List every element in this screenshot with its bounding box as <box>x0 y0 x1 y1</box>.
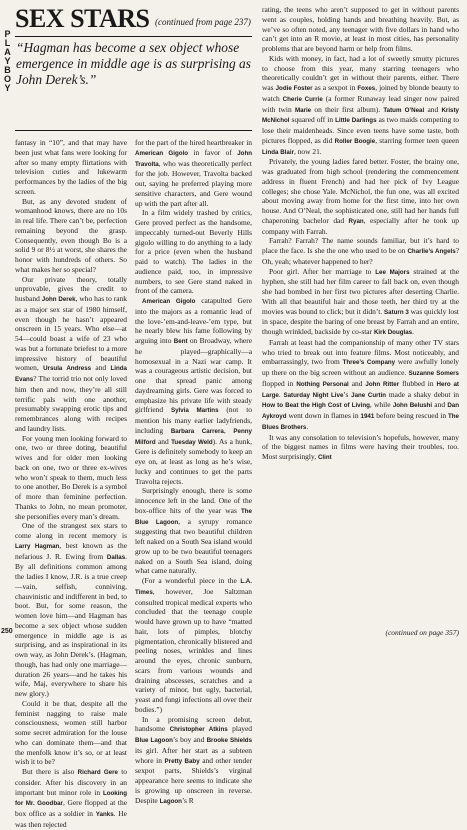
paragraph: (For a wonderful piece in the L.A. Times, however, Joe Saltzman consulted tropical medical experts who concluded that the teenage couple would have grown up to have “matted hair, lots of pimples, blotchy pigmentation, chronically blistered and peeling noses, wrinkles and lines around the eyes, chronic sunburn, scars from various wounds and draining abscesses, scratches and a variety of minor, but ugly, bacterial, yeast and fungi infections all over their bodies.”) <box>135 576 252 714</box>
top-divider <box>15 36 252 37</box>
paragraph: rating, the teens who aren’t supposed to get in without parents went as couples, holding hands and breathing heavily. But, as we’ve so often noted, any teenager with five dollars in hand who can’t get into an R movie, at least in most cities, has personality problems that are beyond harm or help from films. <box>262 5 459 53</box>
bold-name: Jodie Foster <box>275 85 313 92</box>
bold-name: Roller Boogie <box>334 137 376 145</box>
text-column-2 <box>135 138 252 806</box>
side-label-letter: P <box>4 29 12 39</box>
continued-on-note: (continued on page 357) <box>385 628 459 637</box>
bold-name: Ryan <box>348 217 364 225</box>
paragraph: fantasy in “10”, and that may have been just what fans were looking for after so many empty flirtations with television cuties and lukewarm performances by the ladies of the big screen. <box>15 138 127 196</box>
bold-name: Yanks <box>95 811 114 818</box>
side-label-letter: Y <box>4 56 12 66</box>
bold-name: 1941 <box>360 413 375 420</box>
bold-name: Linda Evans <box>15 365 127 383</box>
paragraph: In a film widely trashed by critics, Gere proved perfect as the handsome, impeccably turned-out Beverly Hills gigolo willing to do anything to a lady for a price (even when the husband paid to watch). The ladies in the audience paid, too, in impressive numbers, to see Gere stand naked in front of the camera. <box>135 208 252 296</box>
continued-from-note: (continued from page 237) <box>155 17 251 27</box>
bold-name: John Travolta <box>135 149 252 168</box>
bold-name: The Blues Brothers <box>262 413 459 431</box>
side-label-letter: L <box>4 38 12 48</box>
paragraph: for the part of the hired heartbreaker in American Gigolo in favor of John Travolta, who was theoretically perfect for the job. However, Travolta backed out, saying he preferred playing more sensitive characters, and Gere wound up with the part after all. <box>135 138 252 208</box>
bold-name: Christopher Atkins <box>169 726 228 734</box>
paragraph: Privately, the young ladies fared better. Foster, the brainy one, was graduated from high school (rendering the commencement address in fluent French) and had her pick of Ivy League colleges; she chose Yale. McNichol, the fun one, was all excited about moving away from home for the first time, into her own house. And O’Neal, the sophisticated one, still had her hands full chaperoning bachelor dad Ryan, especially after he took up company with Farrah. <box>262 157 459 236</box>
bold-name: John Ritter <box>365 380 400 388</box>
bold-name: Blue Lagoon <box>135 737 173 744</box>
paragraph: One of the strangest sex stars to come along in recent memory is Larry Hagman, best known as the nefarious J. R. Ewing from Dallas. By all definitions common among the ladies I know, J.R. is a true creep—vain, selfish, conniving, chauvinistic and indifferent in bed, to boot. But, for some reason, the women love him—and Hagman has become a sex object whose sudden emergence in middle age is as surprising, and as inspirational in its own way, as John Derek’s. (Hagman, though, has had only one marriage—duration 26 years—and he takes his wife, Maj, everywhere to share his new glory.) <box>15 521 127 698</box>
side-label-letter: O <box>4 74 13 84</box>
side-label-letter: A <box>4 47 12 57</box>
bold-name: John Belushi <box>392 402 433 410</box>
bold-name: John Derek <box>41 296 76 303</box>
bold-name: L.A. Times <box>135 578 252 596</box>
bold-name: Suzanne Somers <box>408 370 459 377</box>
paragraph: It was any consolation to television’s hopefuls, however, many of the biggest names in films were having their troubles, too. Most surprisingly, Clint <box>262 432 459 461</box>
bold-name: Saturn 3 <box>384 308 409 316</box>
pull-quote: “Hagman has become a sex object whose emergence in middle age is as surprising as John Derek’s.” <box>16 40 251 87</box>
paragraph: Could it be that, despite all the feminist nagging to raise male consciousness, women still harbor some secret admiration for the louse who can dominate them—and that the menfolk know it’s so, or at least wish it to be? <box>15 698 127 767</box>
page-number: 250 <box>1 628 13 635</box>
paragraph: American Gigolo catapulted Gere into the majors as a romantic lead of the love-’em-and-leave-’em type, but he nearly blew his fame following by arguing into Bent on Broadway, where he played—graphically—a homosexual in a Nazi war camp. It was a courageous artistic decision, but one that spread panic among daydreaming girls. Gere was forced to emphasize his private life with steady girlfriend Sylvia Martins (not to mention his many earlier ladyfriends, including Barbara Carrera, Penny Milford and Tuesday Weld). As a hunk, Gere is definitely somebody to keep an eye on, at least as long as he’s wise, lucky and continues to get the parts Travolta rejects. <box>135 296 252 486</box>
paragraph: But there is also Richard Gere to consider. After his discovery in an important but minor role in Looking for Mr. Goodbar, Gere flopped at the box office as a soldier in Yanks. He was then rejected <box>15 767 128 829</box>
bold-name: Lagoon <box>159 797 182 805</box>
bold-name: Bent <box>173 338 188 345</box>
bold-name: Sylvia Martins <box>170 407 219 415</box>
text-column-1 <box>15 138 127 830</box>
paragraph: For young men looking forward to one, two or three doting, beautiful wives and for older men looking back on one, two or three ex-wives who won’t speak to them, much less to one another, Bo Derek is a symbol of more than feminine perfection. Thanks to John, no mean promoter, she personifies every man’s dream. <box>15 433 127 521</box>
bold-name: Kirk Douglas <box>373 329 413 336</box>
bold-name: Lee Majors <box>375 268 410 276</box>
bold-name: Larry Hagman <box>15 542 60 550</box>
side-label-letter: B <box>4 65 12 75</box>
paragraph: Surprisingly enough, there is some innocence left in the land. One of the box-office hits of the year was The Blue Lagoon, a syrupy romance suggesting that two beautiful children left naked on a South Sea island would grow up to be two beautiful teenagers naked on a South Sea island, doing what came naturally. <box>135 486 252 576</box>
paragraph: But, as any devoted student of womanhood knows, there are no 10s in real life. There can’t be, perfection remaining beyond the grasp. Consequently, even though Bo is a solid 9 or 8½ at worst, she shares the honor with hundreds of others. So what makes her so special? <box>15 196 127 274</box>
article-title: SEX STARS <box>15 4 150 33</box>
bold-name: Clint <box>317 454 332 461</box>
bold-name: Little Darlings <box>335 117 377 125</box>
bold-name: Jane Curtin <box>351 391 387 399</box>
bold-name: Tatum O’Neal <box>383 106 425 114</box>
bold-name: American Gigolo <box>142 298 196 305</box>
paragraph: Farrah at least had the companionship of many other TV stars who tried to break out into feature films. Most noticeably, and embarrassingly, two from Three’s Company were awfully lonely up there on the big screen without an audience. Suzanne Somers flopped in Nothing Personal and John Ritter flubbed in Hero at Large. Saturday Night Live’s Jane Curtin made a shaky debut in How to Beat the High Cost of Living, while John Belushi and Dan Aykroyd went down in flames in 1941 before being rescued in The Blues Brothers. <box>262 337 460 431</box>
paragraph: Kids with money, in fact, had a lot of sweetly smutty pictures to choose from this year, many starring teenagers who theoretically couldn’t get in without their parents, either. There was Jodie Foster as a sexpot in Foxes, joined by blonde beauty to watch Cherie Currie (a former Runaway lead singer now paired with twin Marie on their first album). Tatum O’Neal and Kristy McNichol squared off in Little Darlings as two maids competing to lose their maidenheads. Since even teens have some taste, both pictures flopped, as did Roller Boogie, starring former teen queen Linda Blair, now 21. <box>262 53 460 156</box>
bold-name: Brooke Shields <box>206 737 253 744</box>
bold-name: Saturday Night Live <box>283 391 344 399</box>
magazine-side-label <box>4 30 12 93</box>
bold-name: Charlie’s Angels <box>407 248 456 255</box>
bold-name: Hero at Large <box>262 380 459 399</box>
paragraph: Poor girl. After her marriage to Lee Majors strained at the hyphen, she still had her film career to fall back on, even though she had bombed in her first two pictures after deserting Charlie. With all that beautiful hair and those teeth, her third try at the movies was bound to click; but it didn’t. Saturn 3 was quickly lost in space, despite the baring of one breast by Farrah and an entire, though wrinkled, backside by co-star Kirk Douglas. <box>262 266 460 336</box>
bold-name: Three’s Company <box>342 359 396 367</box>
bold-name: Dan Aykroyd <box>262 402 460 420</box>
text-column-3 <box>262 5 459 463</box>
bold-name: Dallas <box>106 553 126 561</box>
bold-name: Foxes <box>357 85 376 92</box>
bold-name: The Blue Lagoon <box>135 507 252 526</box>
side-label-letter: Y <box>4 83 12 93</box>
bold-name: Ursula Andress <box>43 365 92 373</box>
bold-name: Cherie Currie <box>282 95 323 103</box>
bold-name: Penny Milford <box>135 427 252 446</box>
bold-name: Looking for Mr. Goodbar <box>15 789 127 808</box>
bold-name: How to Beat the High Cost of Living <box>262 402 370 410</box>
bold-name: Marie <box>294 106 312 114</box>
bold-name: Barbara Carrera <box>170 427 224 435</box>
bold-name: American Gigolo <box>135 149 189 157</box>
headline <box>15 5 265 37</box>
bold-name: Kristy McNichol <box>262 106 459 125</box>
bold-name: Tuesday Weld <box>171 438 213 446</box>
paragraph: Farrah? Farrah? The name sounds familiar, but it’s hard to place the face. Is she the one who used to be on Charlie’s Angels? Oh, yeah; whatever happened to her? <box>262 236 460 266</box>
paragraph: Our private theory, totally unprovable, gives the credit to husband John Derek, who has to rank as a major sex star of 1980 himself, even though he hasn’t appeared onscreen in 15 years. Who else—at 54—could boast a wife of 23 who was but a fortunate briefest to a more impressive history of beautiful women, Ursula Andress and Linda Evans? The torrid trio not only loved him then and now, they’re all still terrific pals with one another, presumably swapping erotic tips and remembrances along with recipes and laundry lists. <box>15 274 128 433</box>
bold-name: Richard Gere <box>77 769 118 776</box>
bold-name: Linda Blair <box>262 148 294 156</box>
bold-name: Pretty Baby <box>164 757 200 765</box>
paragraph: In a promising screen debut, handsome Christopher Atkins played Blue Lagoon’s boy and Brooke Shields its girl. After her start as a subteen whore in Pretty Baby and other tender sexpot parts, Shields’s virginal appearance here seems to indicate she is growing up onscreen in reverse. Despite Lagoon’s R <box>135 714 253 805</box>
bold-name: Nothing Personal <box>296 380 349 388</box>
bottom-divider <box>15 130 252 131</box>
